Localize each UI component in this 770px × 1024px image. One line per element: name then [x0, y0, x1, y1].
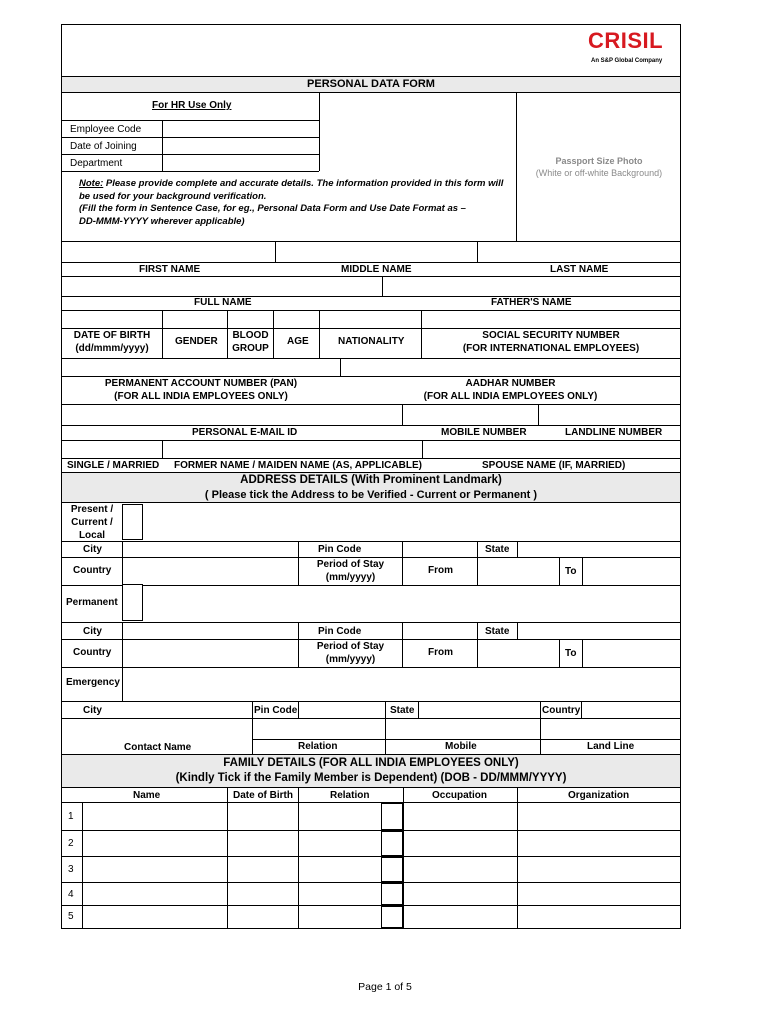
pan-label-line2: (FOR ALL INDIA EMPLOYEES ONLY) [114, 391, 288, 402]
emergency-landline-field[interactable] [541, 719, 680, 739]
permanent-to-field[interactable] [583, 640, 680, 666]
aadhar-label [340, 377, 681, 403]
full-name-label: FULL NAME [194, 297, 252, 308]
family-header-organization: Organization [568, 790, 630, 801]
note-prefix: Note: [79, 178, 104, 189]
family-row-number: 2 [68, 838, 74, 849]
permanent-state-label: State [485, 626, 510, 637]
note-line1: Please provide complete and accurate details. The information provided in this form will [103, 178, 504, 189]
emergency-pin-label: Pin Code [254, 705, 298, 716]
present-address-field[interactable] [145, 504, 680, 540]
emergency-contact-name-field[interactable] [62, 719, 251, 739]
emergency-relation-field[interactable] [253, 719, 384, 739]
present-line1: Present / [70, 504, 114, 515]
present-to-field[interactable] [583, 558, 680, 584]
passport-photo-area[interactable] [517, 93, 680, 240]
landline-label: LANDLINE NUMBER [565, 427, 663, 438]
family-row-number: 4 [68, 889, 74, 900]
nationality-label: NATIONALITY [338, 336, 405, 347]
emergency-mobile-field[interactable] [386, 719, 539, 739]
relation-label: Relation [298, 741, 338, 752]
first-name-field[interactable] [62, 242, 274, 261]
dependent-tickbox-2[interactable] [381, 831, 403, 856]
permanent-from-field[interactable] [478, 640, 558, 666]
photo-sublabel: (White or off-white Background) [535, 168, 663, 178]
permanent-pin-field[interactable] [403, 623, 476, 638]
permanent-stay-label [299, 640, 402, 666]
mobile-field[interactable] [403, 405, 537, 424]
email-field[interactable] [62, 405, 401, 424]
emergency-address-field[interactable] [123, 668, 680, 700]
permanent-to-label: To [565, 648, 577, 659]
page-title: PERSONAL DATA FORM [307, 78, 435, 90]
blood-group-label [228, 329, 273, 355]
address-subtitle: ( Please tick the Address to be Verified - Current or Permanent ) [204, 489, 538, 501]
ssn-label [422, 329, 680, 355]
spouse-name-field[interactable] [423, 441, 680, 457]
department-label: Department [70, 158, 123, 169]
department-field[interactable] [163, 155, 318, 170]
spouse-name-label: SPOUSE NAME (IF, MARRIED) [482, 460, 626, 471]
employee-code-label: Employee Code [70, 124, 142, 135]
present-line2: Current / [71, 517, 113, 528]
landline-field[interactable] [539, 405, 680, 424]
family-row[interactable] [61, 857, 681, 881]
permanent-country-field[interactable] [123, 640, 297, 666]
note-line3: (Fill the form in Sentence Case, for eg., Personal Data Form and Use Date Format as – [79, 203, 466, 214]
permanent-stay-line2: (mm/yyyy) [325, 654, 376, 665]
aadhar-label-line2: (FOR ALL INDIA EMPLOYEES ONLY) [423, 391, 598, 402]
ssn-label-line1: SOCIAL SECURITY NUMBER [482, 330, 620, 341]
photo-label: Passport Size Photo [555, 156, 643, 166]
present-from-field[interactable] [478, 558, 558, 584]
emergency-state-field[interactable] [419, 702, 539, 717]
present-stay-line2: (mm/yyyy) [325, 572, 376, 583]
family-row[interactable] [61, 803, 681, 829]
date-of-joining-field[interactable] [163, 138, 318, 153]
family-header-name: Name [133, 790, 161, 801]
family-row[interactable] [61, 906, 681, 928]
note-line2: be used for your background verification. [79, 190, 267, 202]
dependent-tickbox-1[interactable] [381, 803, 403, 830]
present-city-label: City [83, 544, 102, 555]
marital-status-field[interactable] [62, 441, 161, 457]
email-label: PERSONAL E-MAIL ID [192, 427, 298, 438]
last-name-field[interactable] [478, 242, 680, 261]
family-header-relation: Relation [330, 790, 370, 801]
present-stay-label [299, 558, 402, 584]
present-line3: Local [78, 530, 106, 541]
present-state-label: State [485, 544, 510, 555]
date-of-joining-label: Date of Joining [70, 141, 137, 152]
first-name-label: FIRST NAME [139, 264, 201, 275]
family-row-number: 5 [68, 911, 74, 922]
permanent-city-label: City [83, 626, 102, 637]
aadhar-field[interactable] [341, 359, 680, 375]
hr-heading: For HR Use Only [152, 100, 232, 111]
dependent-tickbox-5[interactable] [381, 906, 403, 928]
present-address-tickbox[interactable] [122, 504, 143, 540]
fathers-name-label: FATHER'S NAME [491, 297, 572, 308]
present-stay-line1: Period of Stay [316, 559, 385, 570]
address-title: ADDRESS DETAILS (With Prominent Landmark) [240, 474, 502, 486]
employee-code-field[interactable] [163, 121, 318, 136]
family-header-dob: Date of Birth [233, 790, 293, 801]
family-row-number: 1 [68, 811, 74, 822]
emergency-country-label: Country [542, 705, 581, 716]
present-city-field[interactable] [123, 542, 297, 557]
present-pin-label: Pin Code [318, 544, 362, 555]
contact-name-label: Contact Name [124, 742, 192, 753]
instructions-note [79, 178, 519, 228]
age-label: AGE [287, 336, 309, 347]
pan-field[interactable] [62, 359, 339, 375]
logo-tagline: An S&P Global Company [591, 58, 663, 64]
pan-label-line1: PERMANENT ACCOUNT NUMBER (PAN) [104, 378, 298, 389]
page-number: Page 1 of 5 [358, 981, 412, 993]
permanent-address-tickbox[interactable] [122, 584, 143, 621]
present-country-label: Country [73, 565, 112, 576]
present-pin-field[interactable] [403, 542, 476, 557]
aadhar-label-line1: AADHAR NUMBER [465, 378, 556, 389]
present-to-label: To [565, 566, 577, 577]
permanent-city-field[interactable] [123, 623, 297, 638]
permanent-address-label: Permanent [66, 597, 118, 608]
blood-label-line2: GROUP [232, 343, 269, 354]
dob-label-line2: (dd/mmm/yyyy) [75, 343, 149, 354]
present-address-label [62, 503, 122, 542]
permanent-pin-label: Pin Code [318, 626, 362, 637]
emergency-label: Emergency [66, 677, 120, 688]
note-line4: DD-MMM-YYYY wherever applicable) [79, 215, 245, 227]
dependent-tickbox-3[interactable] [381, 857, 403, 882]
permanent-country-label: Country [73, 647, 112, 658]
last-name-label: LAST NAME [550, 264, 609, 275]
former-name-label: FORMER NAME / MAIDEN NAME (AS, APPLICABLE) [174, 460, 422, 471]
family-header-occupation: Occupation [432, 790, 488, 801]
gender-label: GENDER [175, 336, 218, 347]
landline-label-emergency: Land Line [587, 741, 635, 752]
dob-label-line1: DATE OF BIRTH [73, 330, 151, 341]
family-title: FAMILY DETAILS (FOR ALL INDIA EMPLOYEES ONLY) [223, 757, 519, 769]
permanent-from-label: From [428, 647, 453, 658]
emergency-city-label: City [83, 705, 102, 716]
permanent-address-field[interactable] [145, 586, 680, 621]
present-country-field[interactable] [123, 558, 297, 584]
emergency-country-field[interactable] [582, 702, 680, 717]
emergency-state-label: State [390, 705, 415, 716]
permanent-stay-line1: Period of Stay [316, 641, 385, 652]
dob-field[interactable] [162, 328, 163, 358]
present-state-field[interactable] [518, 542, 680, 557]
crisil-logo: CRISIL [588, 28, 664, 53]
marital-status-label: SINGLE / MARRIED [67, 460, 160, 471]
full-name-field[interactable] [62, 277, 381, 295]
fathers-name-field[interactable] [383, 277, 680, 295]
pan-label [62, 377, 340, 403]
present-from-label: From [428, 565, 453, 576]
dependent-tickbox-4[interactable] [381, 883, 403, 905]
family-row-number: 3 [68, 864, 74, 875]
family-subtitle: (Kindly Tick if the Family Member is Dependent) (DOB - DD/MMM/YYYY) [175, 772, 567, 784]
blood-label-line1: BLOOD [232, 330, 269, 341]
mobile-label: MOBILE NUMBER [441, 427, 527, 438]
middle-name-field[interactable] [276, 242, 476, 261]
family-row[interactable] [61, 883, 681, 905]
emergency-pin-field[interactable] [299, 702, 384, 717]
dob-label [62, 329, 162, 355]
ssn-label-line2: (FOR INTERNATIONAL EMPLOYEES) [462, 343, 640, 354]
mobile-label-emergency: Mobile [445, 741, 477, 752]
middle-name-label: MIDDLE NAME [341, 264, 412, 275]
family-row[interactable] [61, 831, 681, 855]
permanent-state-field[interactable] [518, 623, 680, 638]
former-name-field[interactable] [163, 441, 421, 457]
